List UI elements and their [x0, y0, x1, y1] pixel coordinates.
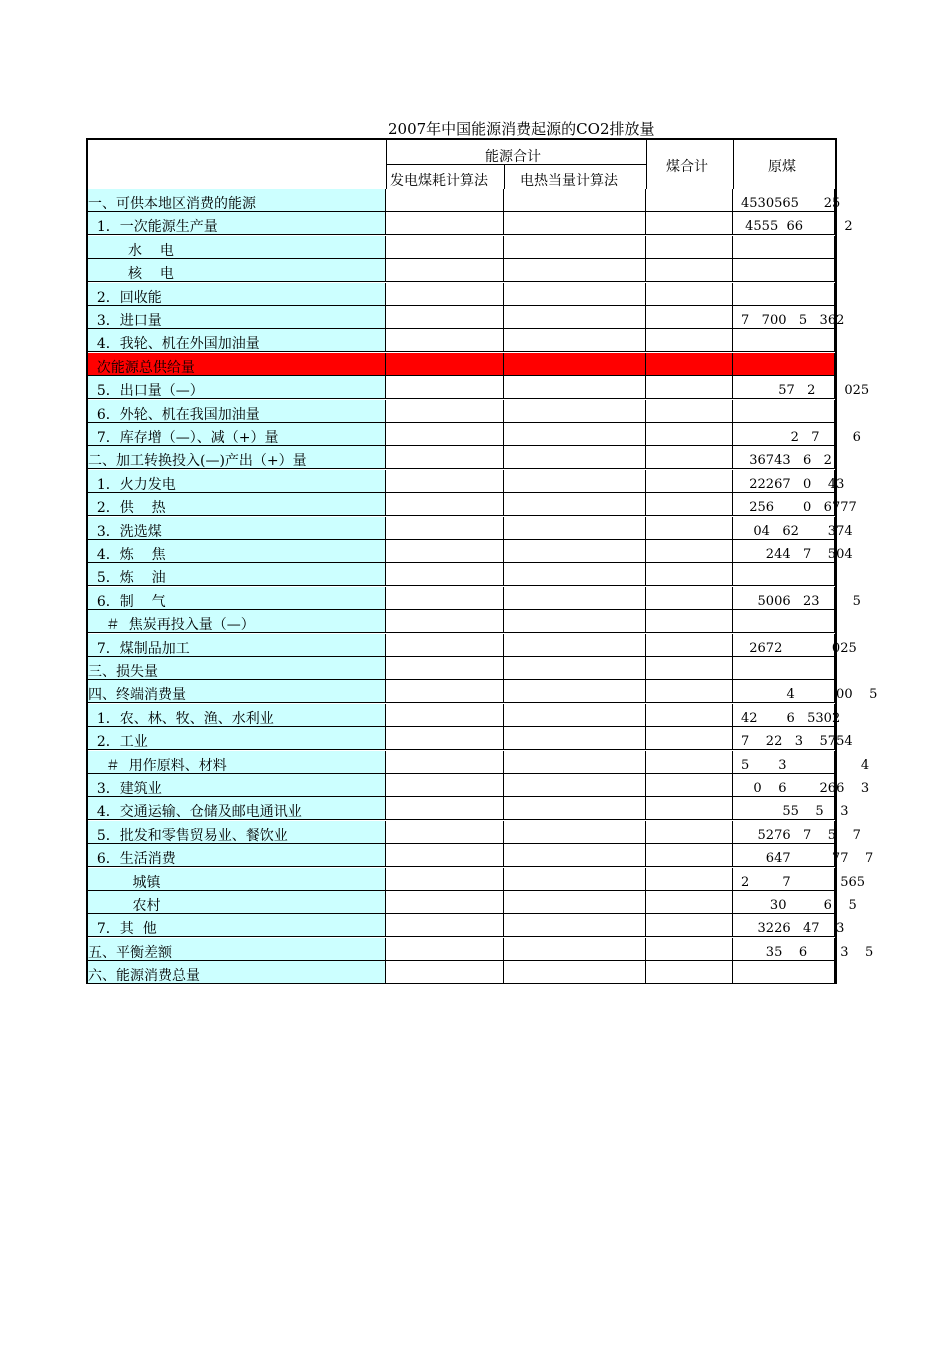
raw-coal-value [735, 353, 950, 375]
table-cell[interactable] [646, 774, 733, 796]
table-cell[interactable] [386, 680, 504, 702]
raw-coal-value: 22267 0 43 [741, 476, 845, 492]
raw-coal-header: 原煤 [768, 159, 796, 175]
table-cell[interactable] [646, 821, 733, 843]
raw-coal-value: 04 62 374 [741, 523, 853, 539]
table-cell[interactable] [646, 400, 733, 422]
row-label: 3．进口量 [88, 306, 386, 328]
table-cell[interactable] [646, 540, 733, 562]
table-cell[interactable] [504, 868, 646, 890]
table-cell[interactable] [386, 400, 504, 422]
table-cell[interactable] [646, 212, 733, 234]
table-cell[interactable] [386, 423, 504, 445]
table-cell[interactable] [504, 329, 646, 351]
table-cell[interactable] [504, 634, 646, 656]
table-cell[interactable] [386, 212, 504, 234]
table-row [88, 259, 835, 282]
table-cell[interactable] [646, 868, 733, 890]
table-cell[interactable] [386, 283, 504, 305]
table-cell[interactable] [646, 306, 733, 328]
table-cell[interactable] [504, 587, 646, 609]
table-row [88, 329, 835, 352]
row-label: 4．我轮、机在外国加油量 [88, 329, 386, 351]
raw-coal-value [735, 400, 950, 422]
table-row [88, 212, 853, 236]
row-label: ＃ 用作原料、材料 [88, 751, 386, 773]
table-cell[interactable] [386, 634, 504, 656]
table-cell[interactable] [504, 306, 646, 328]
row-label: 4．炼 焦 [88, 540, 386, 562]
row-label: 四、终端消费量 [88, 680, 386, 702]
table-row [88, 306, 845, 329]
table-cell[interactable] [646, 938, 733, 960]
raw-coal-value [735, 236, 950, 258]
table-cell[interactable] [646, 914, 733, 936]
table-cell[interactable] [386, 517, 504, 539]
table-cell[interactable] [504, 774, 646, 796]
row-label: 3．洗选煤 [88, 517, 386, 539]
raw-coal-value: 256 0 6777 [741, 500, 857, 516]
table-row [88, 868, 866, 891]
table-row [88, 821, 861, 844]
raw-coal-value: 30 6 5 [741, 898, 857, 913]
table-cell[interactable] [386, 657, 504, 679]
table-cell[interactable] [504, 751, 646, 773]
row-label: 二、加工转换投入(—)产出（+）量 [88, 446, 386, 468]
table-row [88, 891, 857, 914]
row-label: 4．交通运输、仓储及邮电通讯业 [88, 797, 386, 819]
table-cell[interactable] [646, 493, 733, 515]
raw-coal-value: 3226 47 3 [741, 921, 845, 937]
table-cell[interactable] [504, 376, 646, 398]
coal-total-header: 煤合计 [666, 159, 708, 175]
table-cell[interactable] [386, 704, 504, 726]
table-cell[interactable] [504, 680, 646, 702]
row-label: 城镇 [88, 868, 386, 890]
table-row [88, 563, 835, 586]
raw-coal-value: 2672 025 [741, 640, 857, 656]
raw-coal-value [735, 329, 950, 351]
table-cell[interactable] [646, 236, 733, 258]
raw-coal-value: 5 3 4 [741, 757, 870, 773]
raw-coal-value: 2 7 6 [741, 430, 861, 445]
table-cell[interactable] [504, 446, 646, 468]
table-cell[interactable] [386, 470, 504, 492]
table-cell[interactable] [646, 259, 733, 281]
table-cell[interactable] [386, 610, 504, 632]
table-cell[interactable] [386, 727, 504, 749]
raw-coal-value [735, 657, 950, 679]
row-label: 5．批发和零售贸易业、餐饮业 [88, 821, 386, 843]
table-cell[interactable] [386, 587, 504, 609]
row-label: 三、损失量 [88, 657, 386, 679]
table-row [88, 961, 835, 984]
raw-coal-value [735, 610, 950, 632]
raw-coal-value: 2 7 565 [741, 874, 866, 890]
table-cell[interactable] [646, 751, 733, 773]
table-cell[interactable] [646, 470, 733, 492]
raw-coal-value: 35 6 3 5 [741, 944, 874, 960]
table-row [88, 610, 835, 633]
table-cell[interactable] [386, 751, 504, 773]
table-cell[interactable] [386, 563, 504, 585]
energy-table [86, 138, 878, 985]
raw-coal-value: 4 00 5 [741, 687, 878, 703]
row-label: 7．库存增（—）、减（+）量 [88, 423, 386, 445]
table-cell[interactable] [504, 844, 646, 866]
table-row [88, 470, 845, 493]
table-cell[interactable] [504, 423, 646, 445]
table-row [88, 704, 841, 727]
table-cell[interactable] [646, 961, 733, 983]
row-label: 1．火力发电 [88, 470, 386, 492]
table-row [88, 446, 835, 469]
table-cell[interactable] [504, 704, 646, 726]
row-label: 次能源总供给量 [88, 353, 386, 375]
table-cell[interactable] [504, 797, 646, 819]
table-cell[interactable] [504, 470, 646, 492]
table-row [88, 634, 857, 657]
table-cell[interactable] [646, 727, 733, 749]
table-row [88, 797, 849, 821]
table-cell[interactable] [504, 610, 646, 632]
table-cell[interactable] [646, 657, 733, 679]
table-cell[interactable] [646, 189, 733, 211]
table-cell[interactable] [646, 423, 733, 445]
table-cell[interactable] [646, 563, 733, 585]
raw-coal-value [735, 283, 950, 305]
row-label: 一、可供本地区消费的能源 [88, 189, 386, 211]
row-label: 农村 [88, 891, 386, 913]
table-row [88, 844, 874, 868]
raw-coal-value: 4555 66 2 [741, 219, 853, 235]
table-cell[interactable] [386, 236, 504, 258]
table-cell[interactable] [386, 891, 504, 913]
table-cell[interactable] [646, 634, 733, 656]
table-cell[interactable] [504, 189, 646, 211]
table-cell[interactable] [386, 353, 504, 375]
table-cell[interactable] [504, 563, 646, 585]
table-cell[interactable] [504, 540, 646, 562]
raw-coal-value [735, 259, 950, 281]
row-label: 2．回收能 [88, 283, 386, 305]
table-cell[interactable] [504, 938, 646, 960]
row-label: 6．生活消费 [88, 844, 386, 866]
raw-coal-value: 55 5 3 [741, 804, 849, 820]
table-row [88, 657, 835, 680]
table-cell[interactable] [386, 376, 504, 398]
table-cell[interactable] [646, 283, 733, 305]
table-title: 2007年中国能源消费起源的CO2排放量 [388, 120, 655, 138]
row-label: 核 电 [88, 259, 386, 281]
row-label: 1．农、林、牧、渔、水利业 [88, 704, 386, 726]
raw-coal-value: 5276 7 5 7 [741, 827, 861, 843]
table-cell[interactable] [504, 283, 646, 305]
table-cell[interactable] [504, 891, 646, 913]
table-cell[interactable] [504, 353, 646, 375]
table-row [88, 283, 835, 306]
table-row [88, 236, 835, 259]
table-cell[interactable] [504, 821, 646, 843]
table-cell[interactable] [646, 797, 733, 819]
table-cell[interactable] [386, 868, 504, 890]
table-cell[interactable] [504, 493, 646, 515]
row-label: 2．工业 [88, 727, 386, 749]
table-cell[interactable] [504, 517, 646, 539]
table-row [88, 540, 853, 563]
table-row [88, 751, 870, 774]
table-row [88, 353, 835, 376]
raw-coal-value: 244 7 504 [741, 547, 853, 562]
table-cell[interactable] [646, 587, 733, 609]
table-cell[interactable] [504, 259, 646, 281]
coal-method-header: 发电煤耗计算法 [390, 173, 488, 189]
table-row [88, 587, 861, 610]
table-row [88, 517, 853, 540]
table-cell[interactable] [504, 236, 646, 258]
table-cell[interactable] [646, 446, 733, 468]
raw-coal-value: 36743 6 2 [741, 453, 832, 469]
raw-coal-value: 42 6 5302 [741, 710, 841, 726]
raw-coal-value [735, 563, 950, 585]
table-row [88, 493, 857, 517]
table-cell[interactable] [386, 914, 504, 936]
row-label: 7．其 他 [88, 914, 386, 936]
table-cell[interactable] [646, 844, 733, 866]
table-row [88, 938, 874, 961]
table-cell[interactable] [386, 938, 504, 960]
raw-coal-value [735, 961, 950, 983]
table-cell[interactable] [504, 212, 646, 234]
raw-coal-value: 647 77 7 [741, 851, 874, 867]
table-cell[interactable] [646, 353, 733, 375]
row-label: 1．一次能源生产量 [88, 212, 386, 234]
table-row [88, 680, 878, 704]
table-cell[interactable] [386, 259, 504, 281]
table-cell[interactable] [646, 517, 733, 539]
raw-coal-value: 7 22 3 5754 [741, 734, 853, 750]
table-cell[interactable] [386, 774, 504, 796]
table-cell[interactable] [386, 493, 504, 515]
table-row [88, 774, 870, 797]
row-label: 7．煤制品加工 [88, 634, 386, 656]
table-cell[interactable] [386, 189, 504, 211]
table-cell[interactable] [646, 376, 733, 398]
row-label: 水 电 [88, 236, 386, 258]
row-label: 5．炼 油 [88, 563, 386, 585]
row-label: 五、平衡差额 [88, 938, 386, 960]
table-cell[interactable] [386, 797, 504, 819]
raw-coal-value: 0 6 266 3 [741, 781, 870, 796]
table-row [88, 914, 845, 938]
table-cell[interactable] [504, 400, 646, 422]
table-cell[interactable] [386, 446, 504, 468]
heat-method-header: 电热当量计算法 [520, 173, 618, 189]
table-cell[interactable] [504, 727, 646, 749]
row-label: 5．出口量（—） [88, 376, 386, 398]
table-row [88, 189, 841, 212]
table-cell[interactable] [646, 329, 733, 351]
table-row [88, 423, 861, 446]
table-cell[interactable] [646, 891, 733, 913]
table-cell[interactable] [646, 610, 733, 632]
table-cell[interactable] [504, 657, 646, 679]
table-cell[interactable] [386, 540, 504, 562]
row-label: 六、能源消费总量 [88, 961, 386, 983]
row-label: 3．建筑业 [88, 774, 386, 796]
table-cell[interactable] [386, 329, 504, 351]
table-cell[interactable] [646, 680, 733, 702]
table-row [88, 727, 853, 751]
row-label: 2．供 热 [88, 493, 386, 515]
energy-total-header: 能源合计 [485, 149, 541, 165]
table-row [88, 376, 870, 400]
table-cell[interactable] [386, 306, 504, 328]
raw-coal-value: 5006 23 5 [741, 593, 861, 609]
table-row [88, 400, 835, 423]
table-cell[interactable] [386, 821, 504, 843]
row-label: 6．外轮、机在我国加油量 [88, 400, 386, 422]
table-cell[interactable] [504, 961, 646, 983]
row-label: 6．制 气 [88, 587, 386, 609]
table-header [88, 140, 835, 190]
raw-coal-value: 57 2 025 [741, 383, 870, 399]
raw-coal-value: 7 700 5 362 [741, 313, 845, 328]
table-cell[interactable] [386, 844, 504, 866]
row-label: ＃ 焦炭再投入量（—） [88, 610, 386, 632]
table-cell[interactable] [646, 704, 733, 726]
table-cell[interactable] [504, 914, 646, 936]
table-cell[interactable] [386, 961, 504, 983]
raw-coal-value: 4530565 25 [741, 196, 841, 211]
